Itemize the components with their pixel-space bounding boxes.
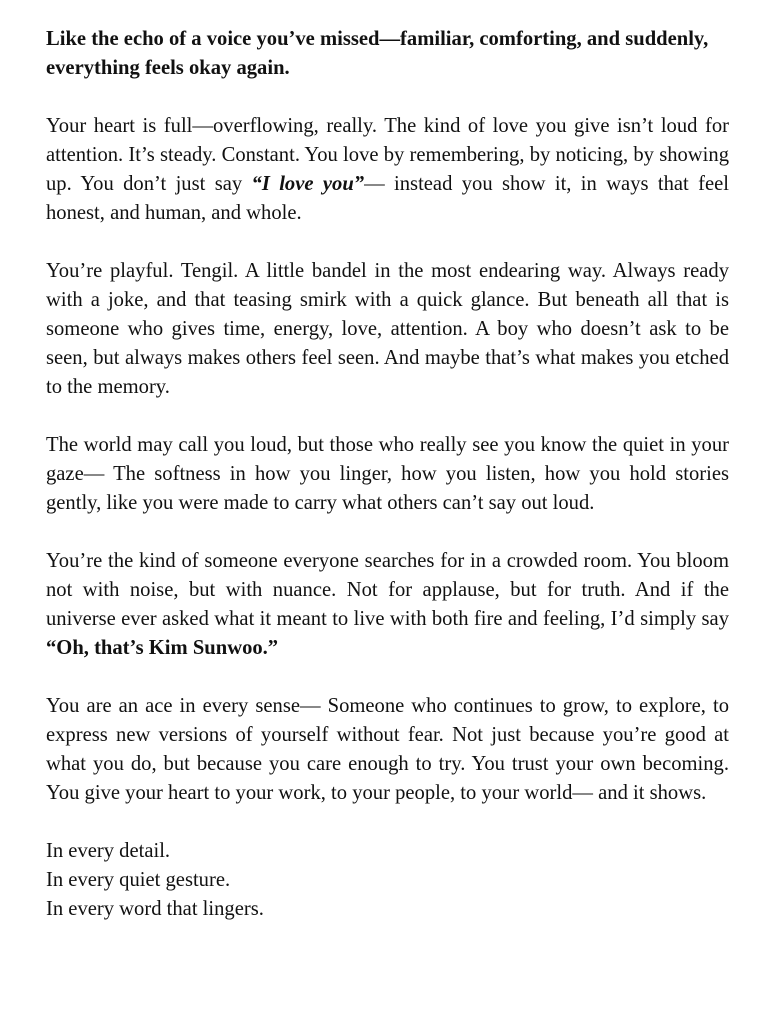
paragraph-heart <box>46 112 729 228</box>
paragraph-playful: You’re playful. Tengil. A little bandel in the most endearing way. Always ready with a joke, and that teasing smirk with a quick glance. But beneath all that is someone who gives time, energy, love, attention. A boy who doesn’t ask to be seen, but always makes others feel seen. And maybe that’s what makes you etched to the memory. <box>46 260 729 398</box>
paragraph-crowded-room <box>46 547 729 663</box>
closing-line-3: In every word that lingers. <box>46 898 264 920</box>
kim-sunwoo-emphasis: “Oh, that’s Kim Sunwoo.” <box>46 637 279 659</box>
closing-lines <box>46 837 729 924</box>
paragraph-crowded-room-text: You’re the kind of someone everyone searches for in a crowded room. You bloom not with noise, but with nuance. Not for applause, but for truth. And if the universe ever asked what it meant to live with both fire and feeling, I’d simply say <box>46 550 729 630</box>
paragraph-quiet-gaze: The world may call you loud, but those who really see you know the quiet in your gaze— The softness in how you linger, how you listen, how you hold stories gently, like you were made to carry what others can’t say out loud. <box>46 434 729 514</box>
letter-document <box>46 25 729 924</box>
closing-line-2: In every quiet gesture. <box>46 869 231 891</box>
closing-line-1: In every detail. <box>46 840 171 862</box>
paragraph-ace: You are an ace in every sense— Someone who continues to grow, to explore, to express new versions of yourself without fear. Not just because you’re good at what you do, but because you care enough to try. You trust your own becoming. You give your heart to your work, to your people, to your world— and it shows. <box>46 695 729 804</box>
intro-heading: Like the echo of a voice you’ve missed—familiar, comforting, and suddenly, everything feels okay again. <box>46 28 709 79</box>
i-love-you-emphasis: “I love you” <box>251 173 365 195</box>
paragraph-heart-text-1: Your heart is full—overflowing, really. The kind of love you give isn’t loud for attention. It’s steady. Constant. You love by remembering, by noticing, by showing up. You don’t just say <box>46 115 729 195</box>
paragraph-heart-text-2: — instead you show it, in ways that feel honest, and human, and whole. <box>46 173 729 224</box>
